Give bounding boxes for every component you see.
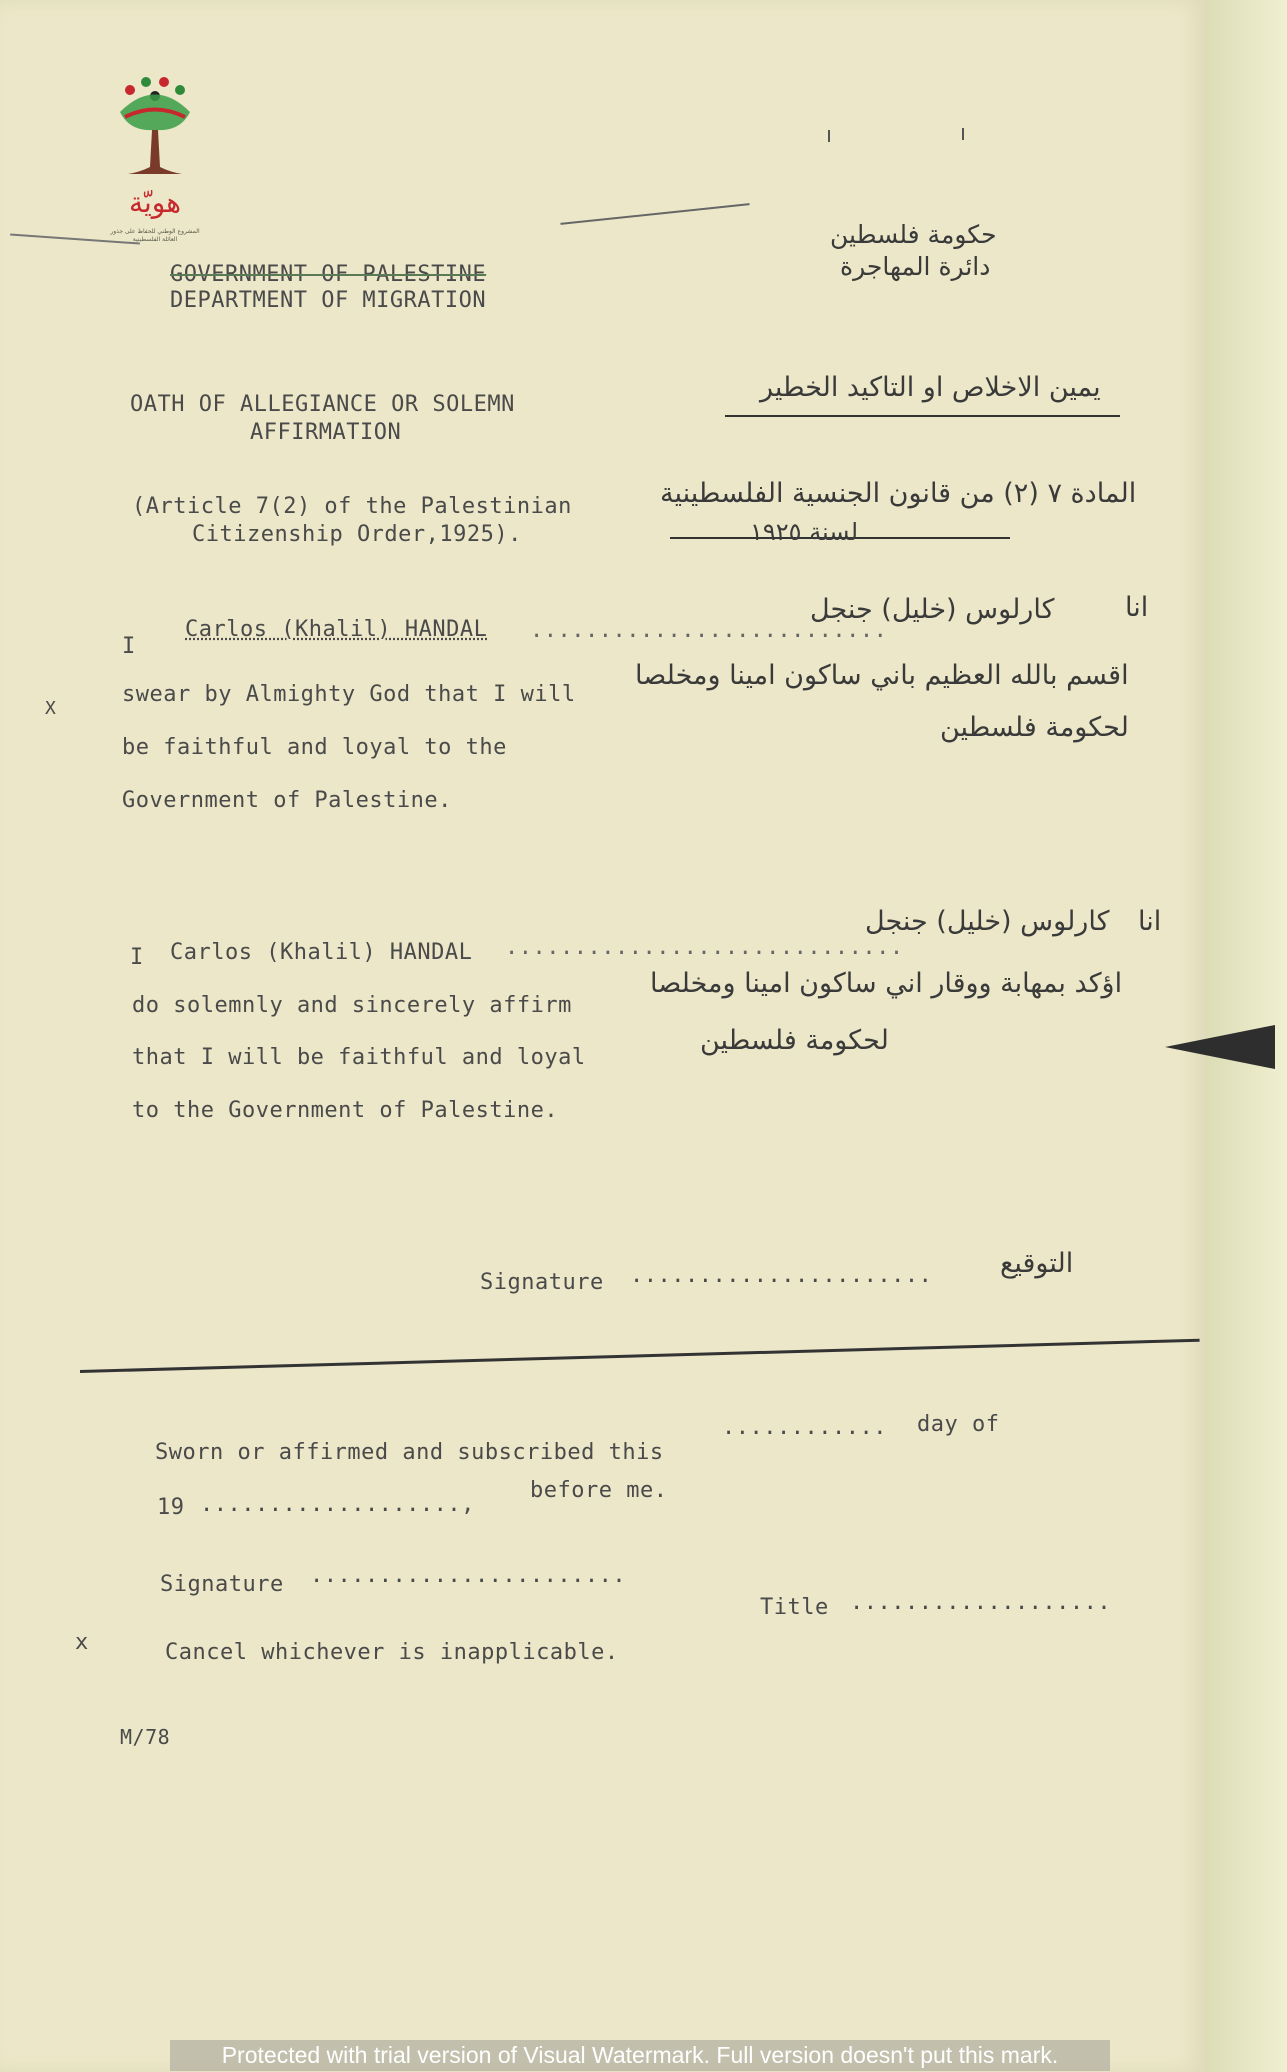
affirm-en-line3: to the Government of Palestine. bbox=[132, 1098, 559, 1123]
footer-cancel-note: Cancel whichever is inapplicable. bbox=[165, 1640, 619, 1665]
oath-ar-prefix: انا bbox=[1125, 592, 1149, 623]
oath-en-line3: Government of Palestine. bbox=[122, 788, 452, 813]
affirm-ar-prefix: انا bbox=[1138, 906, 1162, 937]
form-number: M/78 bbox=[120, 1725, 171, 1749]
header-ar-government: حكومة فلسطين bbox=[830, 220, 997, 249]
oath-ar-line2: لحكومة فلسطين bbox=[940, 712, 1129, 743]
heritage-tree-logo bbox=[110, 72, 200, 252]
footer-signature-dots: ....................... bbox=[310, 1563, 627, 1588]
footer-year-prefix: 19 bbox=[157, 1495, 185, 1520]
footer-sworn-dots: ............ bbox=[722, 1415, 887, 1440]
affirm-en-line2: that I will be faithful and loyal bbox=[132, 1045, 586, 1070]
logo-wordmark: هويّة bbox=[128, 186, 182, 219]
paper-mark bbox=[828, 130, 830, 142]
footer-title-dots: ................... bbox=[850, 1590, 1112, 1615]
oath-en-line1: swear by Almighty God that I will bbox=[122, 682, 576, 707]
footer-sworn: Sworn or affirmed and subscribed this bbox=[155, 1440, 664, 1465]
footer-year-dots: ..................., bbox=[200, 1492, 475, 1517]
page-fold-mark bbox=[1165, 1025, 1275, 1069]
watermark-banner: Protected with trial version of Visual Watermark. Full version doesn't put this mark. bbox=[170, 2040, 1110, 2071]
title-ar: يمين الاخلاص او التاكيد الخطير bbox=[760, 372, 1101, 403]
title-underline bbox=[725, 415, 1120, 417]
article-en-line2: Citizenship Order,1925). bbox=[192, 522, 522, 547]
footer-signature-label: Signature bbox=[160, 1572, 284, 1597]
logo-tagline: المشروع الوطني للحفاظ على جذور العائلة الفلسطينية bbox=[110, 228, 200, 243]
oath-ar-name: كارلوس (خليل) جنجل bbox=[810, 594, 1055, 625]
signature-dots: ...................... bbox=[630, 1263, 933, 1288]
oath-margin-mark: X bbox=[45, 698, 57, 719]
signature-ar-label: التوقيع bbox=[1000, 1248, 1074, 1279]
affirm-ar-name: كارلوس (خليل) جنجل bbox=[865, 906, 1110, 937]
header-en-department: DEPARTMENT OF MIGRATION bbox=[170, 288, 487, 313]
title-en-line2: AFFIRMATION bbox=[250, 420, 402, 445]
affirm-en-line1: do solemnly and sincerely affirm bbox=[132, 993, 572, 1018]
article-ar-line2: لسنة ١٩٢٥ bbox=[750, 518, 859, 546]
article-en-line1: (Article 7(2) of the Palestinian bbox=[132, 494, 572, 519]
affirm-ar-line2: لحكومة فلسطين bbox=[700, 1025, 889, 1056]
affirm-name-dotted-line: ............................. bbox=[505, 935, 904, 960]
footer-before-me: before me. bbox=[530, 1478, 668, 1503]
affirm-ar-line1: اؤكد بمهابة ووقار اني ساكون امينا ومخلصا bbox=[650, 968, 1123, 999]
signature-label: Signature bbox=[480, 1270, 604, 1295]
header-en-government: GOVERNMENT OF PALESTINE bbox=[170, 262, 487, 287]
oath-en-name: Carlos (Khalil) HANDAL bbox=[185, 617, 488, 642]
oath-name-dotted-line: .......................... bbox=[530, 618, 888, 643]
affirm-en-name: Carlos (Khalil) HANDAL bbox=[170, 940, 473, 965]
oath-en-line2: be faithful and loyal to the bbox=[122, 735, 507, 760]
oath-en-prefix: I bbox=[122, 634, 136, 659]
footer-cancel-mark: x bbox=[75, 1630, 89, 1655]
oath-ar-line1: اقسم بالله العظيم باني ساكون امينا ومخلصا bbox=[635, 660, 1129, 691]
paper-mark bbox=[962, 128, 964, 140]
header-ar-department: دائرة المهاجرة bbox=[840, 252, 991, 281]
footer-title-label: Title bbox=[760, 1595, 829, 1620]
article-ar-line1: المادة ٧ (٢) من قانون الجنسية الفلسطينية bbox=[660, 478, 1137, 509]
affirm-en-prefix: I bbox=[130, 945, 144, 970]
footer-day-of: day of bbox=[917, 1412, 1000, 1437]
title-en-line1: OATH OF ALLEGIANCE OR SOLEMN bbox=[130, 392, 515, 417]
